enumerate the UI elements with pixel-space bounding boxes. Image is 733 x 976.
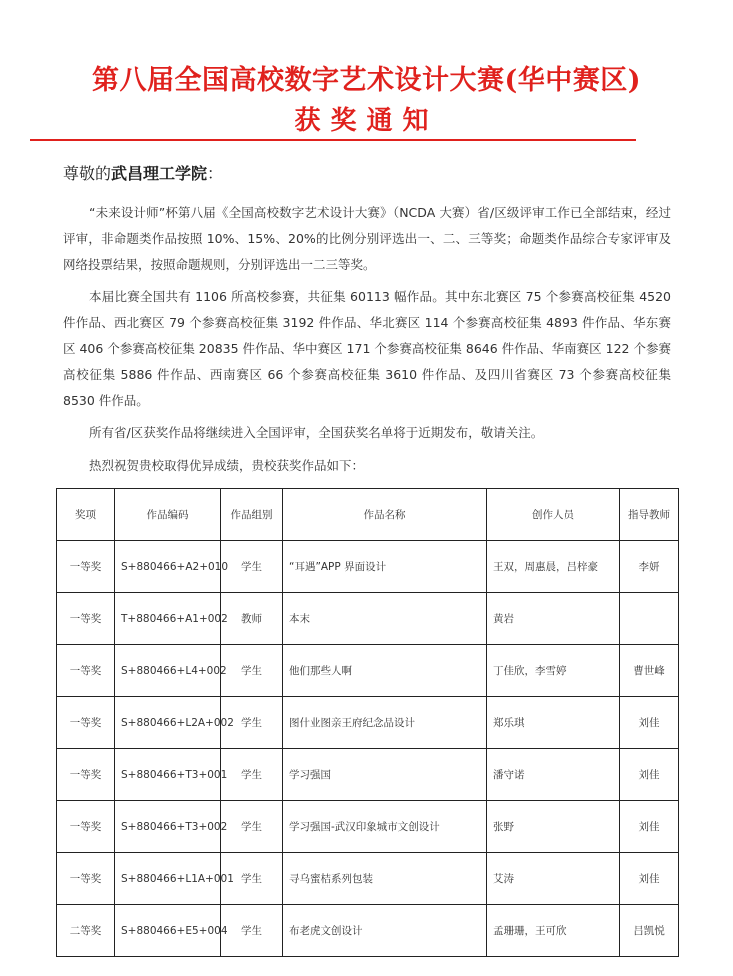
cell-code: T+880466+A1+002: [115, 593, 221, 645]
cell-group: 学生: [221, 853, 283, 905]
cell-code: S+880466+T3+001: [115, 749, 221, 801]
cell-group: 教师: [221, 593, 283, 645]
cell-group: 学生: [221, 697, 283, 749]
greeting-prefix: 尊敬的: [63, 164, 112, 183]
cell-tutor: 刘佳: [620, 697, 679, 749]
cell-title: “耳遇”APP 界面设计: [283, 541, 487, 593]
cell-award: 一等奖: [57, 801, 115, 853]
cell-title: 图什业图亲王府纪念品设计: [283, 697, 487, 749]
cell-tutor: 刘佳: [620, 749, 679, 801]
cell-tutor: [620, 593, 679, 645]
cell-code: S+880466+A2+010: [115, 541, 221, 593]
paragraph-congratulations: 热烈祝贺贵校取得优异成绩，贵校获奖作品如下：: [89, 458, 365, 473]
cell-creators: 孟珊珊，王可欣: [487, 905, 620, 957]
paragraph-participation-stats: 本届比赛全国共有 1106 所高校参赛，共征集 60113 幅作品。其中东北赛区 75 个参赛高校征集 4520 件作品、西北赛区 79 个参赛高校征集 3192 件作品、华北赛区 114 个参赛高校征集 4893 件作品、华东赛区 406 个参赛高校征集 20835 件作品、华中赛区 171 个参赛高校征集 8646 件作品、华南赛区 122 个参赛高校征集 5886 件作品、西南赛区 66 个参赛高校征集 3610 件作品、及四川省赛区 73 个参赛高校征集 8530 件作品。: [63, 289, 671, 408]
header-title: 作品名称: [283, 489, 487, 541]
cell-creators: 张野: [487, 801, 620, 853]
cell-group: 学生: [221, 801, 283, 853]
header-group: 作品组别: [221, 489, 283, 541]
greeting-suffix: ：: [207, 164, 224, 183]
cell-creators: 潘守诺: [487, 749, 620, 801]
table-row: [57, 749, 679, 801]
cell-award: 一等奖: [57, 645, 115, 697]
notice-subtitle: 获奖通知: [294, 106, 439, 136]
awards-table: [56, 488, 679, 957]
cell-tutor: 李妍: [620, 541, 679, 593]
table-row: [57, 645, 679, 697]
cell-title: 布老虎文创设计: [283, 905, 487, 957]
school-name: 武昌理工学院: [111, 164, 208, 183]
header-creators: 创作人员: [487, 489, 620, 541]
cell-group: 学生: [221, 645, 283, 697]
cell-tutor: 曹世峰: [620, 645, 679, 697]
cell-creators: 艾涛: [487, 853, 620, 905]
table-row: [57, 801, 679, 853]
header-tutor: 指导教师: [620, 489, 679, 541]
table-row: [57, 905, 679, 957]
table-row: [57, 853, 679, 905]
cell-creators: 王双，周惠晨，吕梓豪: [487, 541, 620, 593]
cell-group: 学生: [221, 749, 283, 801]
cell-code: S+880466+E5+004: [115, 905, 221, 957]
cell-code: S+880466+L2A+002: [115, 697, 221, 749]
table-row: [57, 593, 679, 645]
cell-creators: 黄岩: [487, 593, 620, 645]
cell-title: 学习强国: [283, 749, 487, 801]
cell-award: 一等奖: [57, 749, 115, 801]
cell-tutor: 刘佳: [620, 801, 679, 853]
cell-award: 一等奖: [57, 853, 115, 905]
cell-creators: 丁佳欣，李雪婷: [487, 645, 620, 697]
cell-code: S+880466+T3+002: [115, 801, 221, 853]
cell-title: 学习强国-武汉印象城市文创设计: [283, 801, 487, 853]
cell-award: 一等奖: [57, 697, 115, 749]
cell-award: 二等奖: [57, 905, 115, 957]
table-header-row: [57, 489, 679, 541]
table-row: [57, 697, 679, 749]
notice-title: 第八届全国高校数字艺术设计大赛(华中赛区): [91, 65, 642, 96]
cell-title: 本末: [283, 593, 487, 645]
header-award: 奖项: [57, 489, 115, 541]
cell-code: S+880466+L4+002: [115, 645, 221, 697]
cell-creators: 郑乐琪: [487, 697, 620, 749]
paragraph-review-summary: “未来设计师”杯第八届《全国高校数字艺术设计大赛》（NCDA 大赛）省/区级评审工作已全部结束，经过评审，非命题类作品按照 10%、15%、20%的比例分别评选出一、二、三等奖；命题类作品综合专家评审及网络投票结果，按照命题规则，分别评选出一二三等奖。: [63, 205, 671, 272]
cell-tutor: 吕凯悦: [620, 905, 679, 957]
cell-award: 一等奖: [57, 541, 115, 593]
header-code: 作品编码: [115, 489, 221, 541]
cell-title: 他们那些人啊: [283, 645, 487, 697]
cell-group: 学生: [221, 541, 283, 593]
cell-tutor: 刘佳: [620, 853, 679, 905]
title-divider: [30, 139, 636, 141]
cell-award: 一等奖: [57, 593, 115, 645]
table-row: [57, 541, 679, 593]
greeting: [63, 161, 223, 184]
cell-title: 寻乌蜜桔系列包装: [283, 853, 487, 905]
paragraph-national-review: 所有省/区获奖作品将继续进入全国评审，全国获奖名单将于近期发布，敬请关注。: [89, 425, 544, 440]
cell-group: 学生: [221, 905, 283, 957]
cell-code: S+880466+L1A+001: [115, 853, 221, 905]
